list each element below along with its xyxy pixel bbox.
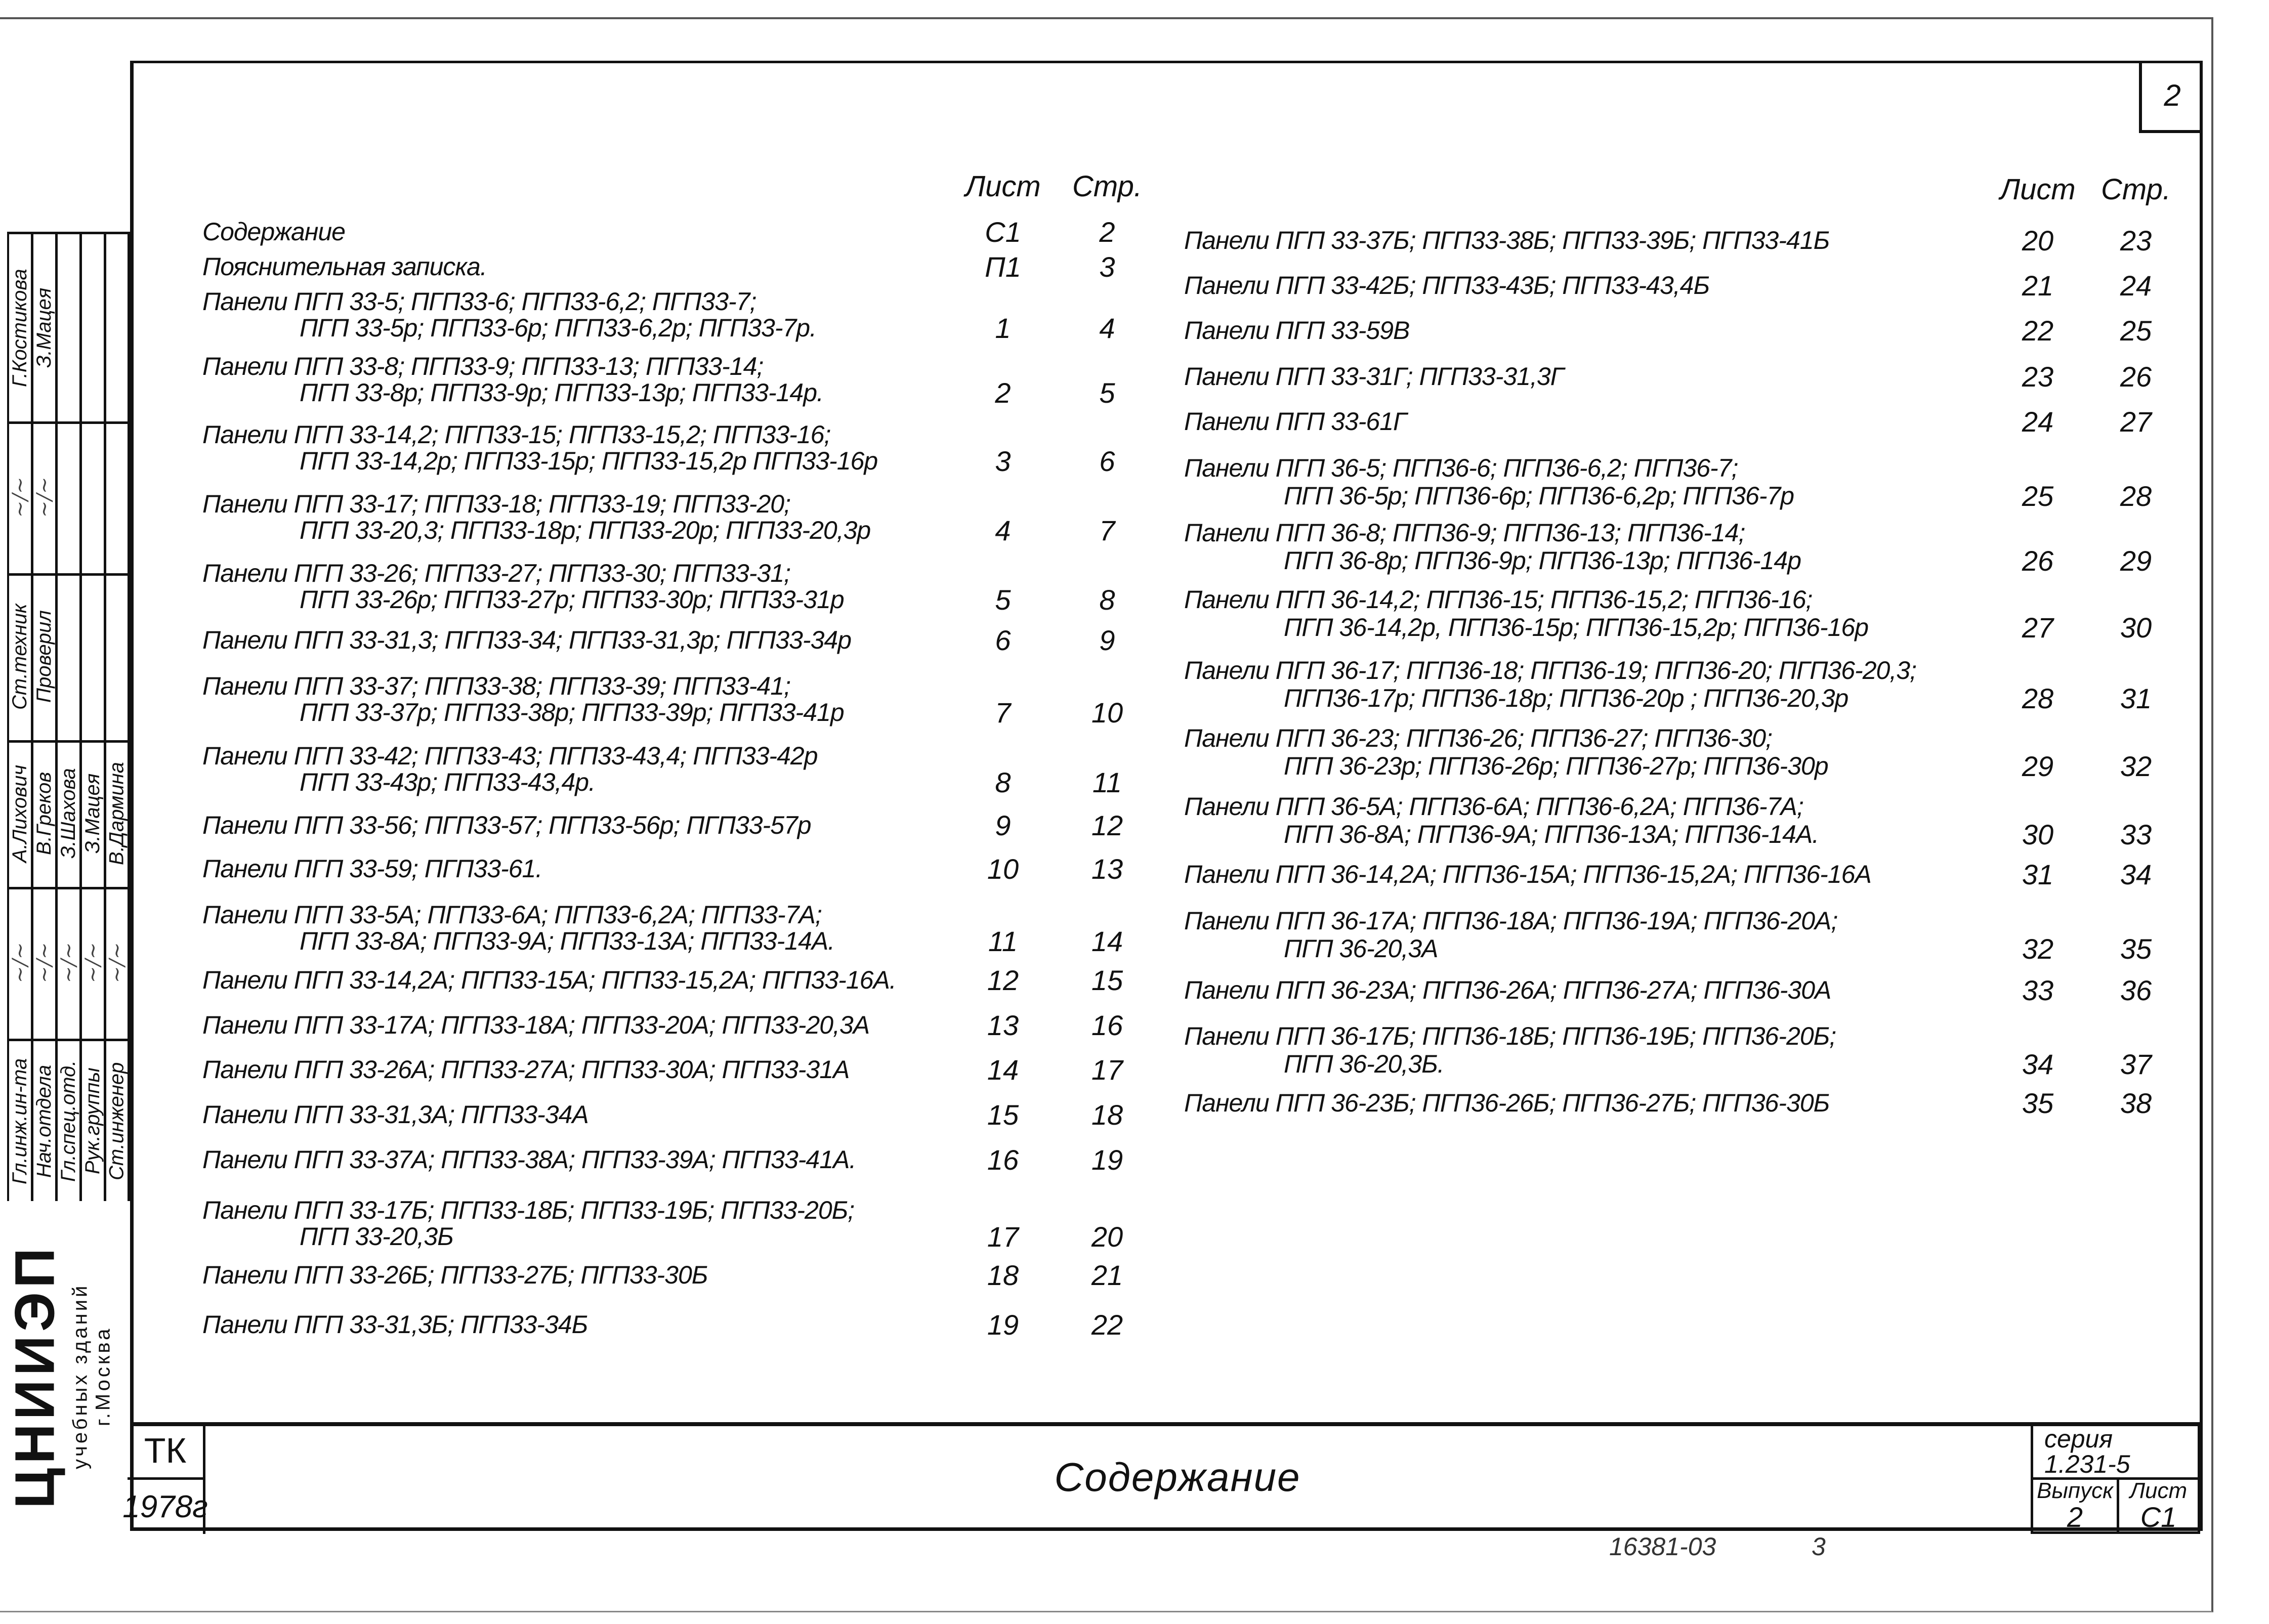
entry-sheet-number: 15 [987,1099,1019,1131]
entry-page-number: 13 [1091,853,1123,885]
entry-title: Панели ПГП 33-14,2; ПГП33-15; ПГП33-15,2; ПГП33-16; [202,420,831,449]
entry-title: Панели ПГП 33-5А; ПГП33-6А; ПГП33-6,2А; ПГП33-7А; [202,901,822,929]
entry-sheet-number: 27 [2022,612,2054,644]
entry-sheet-number: 35 [2022,1087,2054,1119]
entry-continuation-line: ПГП 33-43р; ПГП33-43,4р. [300,768,595,796]
entry-continuation-line: ПГП 33-14,2р; ПГП33-15р; ПГП33-15,2р ПГП33-16р [300,447,878,475]
stamp-name: З.Мацея [33,287,55,368]
entry-page-number: 32 [2120,750,2152,782]
entry-continuation-line: ПГП 33-20,3; ПГП33-18р; ПГП33-20р; ПГП33-20,3р [300,516,871,544]
entry-sheet-number: 3 [995,445,1011,477]
entry-continuation-line: ПГП 33-20,3Б [300,1222,453,1251]
stamp-role: Проверил [33,610,55,703]
entry-title: Панели ПГП 33-31Г; ПГП33-31,3Г [1184,362,1564,391]
sheet-value: С1 [2140,1501,2177,1533]
entry-sheet-number: 4 [995,515,1011,546]
signature-icon: ∼∕∼ [32,477,56,518]
entry-title: Панели ПГП 36-17Б; ПГП36-18Б; ПГП36-19Б; ПГП36-20Б; [1184,1022,1836,1050]
entry-title: Панели ПГП 33-42; ПГП33-43; ПГП33-43,4; ПГП33-42р [202,742,818,770]
issue-cell [2031,1477,2119,1534]
entry-continuation-line: ПГП 36-23р; ПГП36-26р; ПГП36-27р; ПГП36-30р [1284,752,1828,780]
entry-page-number: 24 [2120,270,2152,302]
stamp-name: В.Греков [33,772,55,856]
entry-page-number: 5 [1099,377,1115,409]
entry-page-number: 31 [2120,682,2152,714]
sheet-label: Лист [2129,1478,2188,1503]
entry-title: Панели ПГП 33-26; ПГП33-27; ПГП33-30; ПГП33-31; [202,559,790,587]
entry-title: Панели ПГП 36-23А; ПГП36-26А; ПГП36-27А; ПГП36-30А [1184,976,1831,1004]
entry-title: Панели ПГП 33-8; ПГП33-9; ПГП33-13; ПГП33-14; [202,352,764,380]
entry-sheet-number: 9 [995,809,1011,841]
entry-title: Панели ПГП 33-59В [1184,316,1410,345]
sheet-cell [2117,1477,2200,1534]
org-logo: ЦНИИЭП [4,1244,66,1509]
entry-page-number: 23 [2120,225,2152,257]
entry-sheet-number: 26 [2022,545,2054,577]
entry-page-number: 12 [1091,809,1123,841]
sheet-number-box [2139,61,2203,133]
signature-icon: ∼∕∼ [105,942,129,984]
entry-title: Пояснительная записка. [202,252,487,281]
entry-page-number: 15 [1091,964,1123,996]
entry-page-number: 3 [1099,251,1115,283]
entry-sheet-number: 20 [2022,225,2054,257]
entry-sheet-number: С1 [985,216,1021,248]
entry-sheet-number: 24 [2022,406,2054,438]
entry-page-number: 22 [1091,1309,1123,1341]
entry-page-number: 36 [2120,974,2152,1006]
left-sheet-header: Лист [965,170,1041,203]
entry-sheet-number: 12 [987,964,1019,996]
entry-continuation-line: ПГП 36-20,3А [1284,934,1438,963]
entry-sheet-number: 34 [2022,1048,2054,1080]
entry-page-number: 6 [1099,445,1115,477]
entry-title: Панели ПГП 33-17А; ПГП33-18А; ПГП33-20А; ПГП33-20,3А [202,1011,870,1039]
stamp-role: Рук.группы [81,1067,104,1175]
entry-continuation-line: ПГП 36-20,3Б. [1284,1050,1444,1078]
entry-sheet-number: 11 [988,925,1018,957]
approval-stamp [7,232,130,1201]
entry-title: Панели ПГП 36-5А; ПГП36-6А; ПГП36-6,2А; ПГП36-7А; [1184,792,1803,821]
stamp-role: Гл.инж.ин-та [9,1058,31,1184]
entry-title: Панели ПГП 36-17; ПГП36-18; ПГП36-19; ПГП36-20; ПГП36-20,3; [1184,656,1916,685]
entry-page-number: 21 [1091,1259,1123,1291]
sheet-number: 2 [2164,78,2181,112]
stamp-name: З.Мацея [81,773,104,854]
entry-title: Панели ПГП 33-17Б; ПГП33-18Б; ПГП33-19Б; ПГП33-20Б; [202,1196,855,1224]
page-mark: 3 [1812,1532,1826,1561]
entry-title: Панели ПГП 33-5; ПГП33-6; ПГП33-6,2; ПГП33-7; [202,287,757,316]
entry-sheet-number: 17 [987,1221,1019,1253]
entry-title: Панели ПГП 33-42Б; ПГП33-43Б; ПГП33-43,4Б [1184,271,1710,300]
series-cell [2031,1423,2200,1480]
entry-page-number: 18 [1091,1099,1123,1131]
signature-icon: ∼∕∼ [57,942,80,984]
entry-title: Панели ПГП 33-14,2А; ПГП33-15А; ПГП33-15,2А; ПГП33-16А. [202,966,896,994]
entry-continuation-line: ПГП 36-8А; ПГП36-9А; ПГП36-13А; ПГП36-14А. [1284,820,1819,848]
entry-sheet-number: 19 [987,1309,1019,1341]
entry-sheet-number: 28 [2022,682,2054,714]
entry-page-number: 34 [2120,859,2152,890]
entry-sheet-number: 16 [987,1144,1019,1176]
entry-title: Панели ПГП 33-37Б; ПГП33-38Б; ПГП33-39Б; ПГП33-41Б [1184,226,1830,254]
entry-page-number: 17 [1091,1054,1123,1086]
entry-sheet-number: 33 [2022,974,2054,1006]
entry-continuation-line: ПГП36-17р; ПГП36-18р; ПГП36-20р ; ПГП36-20,3р [1284,684,1848,712]
entry-page-number: 16 [1091,1009,1123,1041]
year-cell [122,1477,208,1534]
entry-title: Панели ПГП 33-37А; ПГП33-38А; ПГП33-39А; ПГП33-41А. [202,1145,856,1174]
entry-page-number: 27 [2120,406,2152,438]
code-cell [128,1423,205,1480]
entry-sheet-number: 29 [2022,750,2054,782]
entry-page-number: 28 [2120,480,2152,512]
entry-sheet-number: 14 [987,1054,1019,1086]
entry-sheet-number: 32 [2022,933,2054,965]
entry-page-number: 10 [1091,697,1123,729]
entry-page-number: 4 [1099,312,1115,344]
entry-sheet-number: 6 [995,624,1011,656]
signature-icon: ∼∕∼ [8,477,32,518]
signature-icon: ∼∕∼ [32,942,56,984]
entry-sheet-number: П1 [985,251,1021,283]
entry-title: Панели ПГП 33-61Г [1184,407,1407,436]
entry-sheet-number: 30 [2022,819,2054,850]
entry-title: Панели ПГП 33-37; ПГП33-38; ПГП33-39; ПГП33-41; [202,672,790,700]
entry-page-number: 9 [1099,624,1115,656]
year-text: 1978г [122,1489,208,1524]
entry-page-number: 35 [2120,933,2152,965]
stamp-name: В.Дармина [105,762,128,865]
entry-title: Панели ПГП 33-26Б; ПГП33-27Б; ПГП33-30Б [202,1261,708,1289]
series-label: серия [2044,1425,2113,1453]
right-sheet-header: Лист [2000,173,2076,206]
entry-continuation-line: ПГП 36-5р; ПГП36-6р; ПГП36-6,2р; ПГП36-7р [1284,482,1794,510]
entry-sheet-number: 22 [2022,315,2054,347]
org-city: г.Москва [92,1326,114,1426]
entry-continuation-line: ПГП 33-37р; ПГП33-38р; ПГП33-39р; ПГП33-41р [300,698,844,726]
code-text: ТК [144,1430,187,1470]
stamp-name: З.Шахова [57,768,79,859]
stamp-role: Ст.техник [9,604,31,710]
stamp-name: А.Лихович [9,764,31,863]
entry-sheet-number: 13 [987,1009,1019,1041]
entry-title: Панели ПГП 33-31,3Б; ПГП33-34Б [202,1310,588,1339]
issue-value: 2 [2067,1501,2083,1533]
entry-page-number: 20 [1091,1221,1123,1253]
entry-title: Панели ПГП 33-31,3; ПГП33-34; ПГП33-31,3р; ПГП33-34р [202,626,852,654]
archive-number: 16381-03 [1609,1532,1716,1561]
entry-title: Панели ПГП 33-56; ПГП33-57; ПГП33-56р; ПГП33-57р [202,811,811,839]
entry-title: Панели ПГП 36-14,2А; ПГП36-15А; ПГП36-15,2А; ПГП36-16А [1184,860,1871,888]
entry-page-number: 37 [2120,1048,2152,1080]
entry-sheet-number: 8 [995,766,1011,798]
entry-sheet-number: 7 [995,697,1011,729]
entry-continuation-line: ПГП 33-5р; ПГП33-6р; ПГП33-6,2р; ПГП33-7р. [300,314,816,342]
entry-page-number: 8 [1099,584,1115,616]
entry-title: Панели ПГП 36-14,2; ПГП36-15; ПГП36-15,2; ПГП36-16; [1184,585,1813,614]
entry-sheet-number: 31 [2022,859,2054,890]
signature-icon: ∼∕∼ [81,942,105,984]
entry-sheet-number: 25 [2022,480,2054,512]
entry-page-number: 2 [1099,216,1115,248]
stamp-role: Ст.инженер [105,1062,128,1180]
entry-page-number: 14 [1091,925,1123,957]
entry-title: Панели ПГП 36-5; ПГП36-6; ПГП36-6,2; ПГП36-7; [1184,454,1738,482]
entry-sheet-number: 5 [995,584,1011,616]
entry-title: Панели ПГП 36-23Б; ПГП36-26Б; ПГП36-27Б; ПГП36-30Б [1184,1089,1830,1117]
stamp-role: Гл.спец.отд. [57,1060,79,1182]
signature-icon: ∼∕∼ [8,942,32,984]
entry-continuation-line: ПГП 33-8р; ПГП33-9р; ПГП33-13р; ПГП33-14р. [300,378,823,407]
entry-title: Панели ПГП 33-17; ПГП33-18; ПГП33-19; ПГП33-20; [202,490,790,518]
issue-label: Выпуск [2037,1478,2113,1503]
entry-title: Панели ПГП 33-31,3А; ПГП33-34А [202,1100,589,1129]
entry-page-number: 30 [2120,612,2152,644]
entry-page-number: 29 [2120,545,2152,577]
entry-sheet-number: 10 [987,853,1019,885]
left-page-header: Стр. [1072,170,1142,203]
entry-title: Панели ПГП 33-26А; ПГП33-27А; ПГП33-30А; ПГП33-31А [202,1055,850,1084]
entry-continuation-line: ПГП 36-8р; ПГП36-9р; ПГП36-13р; ПГП36-14р [1284,546,1801,575]
entry-continuation-line: ПГП 33-8А; ПГП33-9А; ПГП33-13А; ПГП33-14А. [300,927,835,955]
series-value: 1.231-5 [2044,1450,2130,1478]
right-page-header: Стр. [2101,173,2171,206]
entry-sheet-number: 2 [995,377,1011,409]
entry-page-number: 25 [2120,315,2152,347]
entry-page-number: 33 [2120,819,2152,850]
entry-page-number: 11 [1092,766,1122,798]
entry-page-number: 38 [2120,1087,2152,1119]
entry-title: Панели ПГП 36-23; ПГП36-26; ПГП36-27; ПГП36-30; [1184,724,1772,752]
entry-title: Панели ПГП 36-8; ПГП36-9; ПГП36-13; ПГП36-14; [1184,519,1745,547]
entry-title: Содержание [202,218,345,246]
entry-continuation-line: ПГП 33-26р; ПГП33-27р; ПГП33-30р; ПГП33-31р [300,585,844,614]
entry-sheet-number: 23 [2022,361,2054,393]
entry-title: Панели ПГП 33-59; ПГП33-61. [202,854,542,883]
stamp-role: Нач.отдела [33,1064,55,1178]
stamp-name: Г.Костикова [9,269,31,387]
org-subtitle: учебных зданий [69,1283,92,1469]
drawing-title: Содержание [1054,1455,1301,1500]
entry-page-number: 7 [1099,515,1115,546]
entry-sheet-number: 1 [995,312,1011,344]
entry-page-number: 26 [2120,361,2152,393]
entry-title: Панели ПГП 36-17А; ПГП36-18А; ПГП36-19А; ПГП36-20А; [1184,907,1838,935]
entry-page-number: 19 [1091,1144,1123,1176]
entry-continuation-line: ПГП 36-14,2р, ПГП36-15р; ПГП36-15,2р; ПГП36-16р [1284,613,1869,642]
entry-sheet-number: 18 [987,1259,1019,1291]
entry-sheet-number: 21 [2022,270,2054,302]
title-block [122,1422,2203,1533]
